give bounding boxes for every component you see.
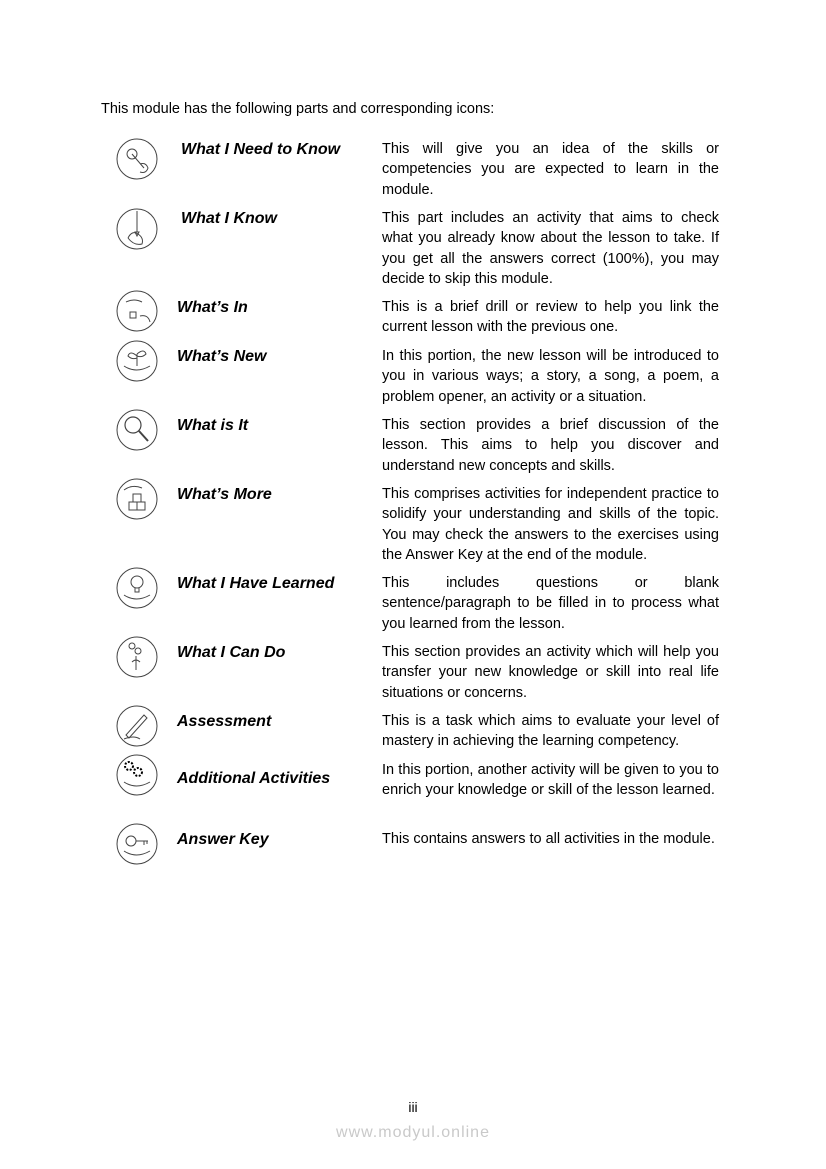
part-title: Additional Activities (177, 770, 331, 787)
part-title: What’s New (177, 348, 267, 365)
part-title: What’s In (177, 299, 248, 316)
part-description: In this portion, another activity will be given to you to enrich your knowledge or skill of the lesson learned. (382, 762, 719, 799)
part-title: What I Know (181, 210, 277, 227)
page-number: iii (408, 1099, 418, 1115)
hand-sprout-icon (116, 340, 158, 382)
hand-blocks-icon (116, 478, 158, 520)
part-title: What I Need to Know (181, 141, 341, 158)
part-title: Answer Key (177, 831, 269, 848)
part-description: This section provides a brief discussion of the lesson. This aims to help you discover and understand new concepts and skills. (382, 417, 719, 474)
pointing-hand-icon (116, 138, 158, 180)
gears-hand-icon (116, 754, 158, 796)
part-title: What I Have Learned (177, 575, 335, 592)
hand-pencil-icon (116, 208, 158, 250)
hand-lightbulb-icon (116, 567, 158, 609)
part-description: This part includes an activity that aims to check what you already know about the lesson to take. If you get all the answers correct (100%), you may decide to skip this module. (382, 210, 719, 287)
part-title: What is It (177, 417, 249, 434)
part-description: In this portion, the new lesson will be introduced to you in various ways; a story, a song, a poem, a problem opener, an activity or a situation. (382, 348, 719, 405)
intro-text: This module has the following parts and corresponding icons: (101, 101, 495, 117)
magnifier-icon (116, 409, 158, 451)
hand-key-icon (116, 823, 158, 865)
part-description: This section provides an activity which will help you transfer your new knowledge or skill into real life situations or concerns. (382, 644, 719, 701)
part-title: What I Can Do (177, 644, 286, 661)
part-description: This will give you an idea of the skills or competencies you are expected to learn in the module. (382, 141, 719, 198)
watermark: www.modyul.online (336, 1124, 490, 1141)
part-description: This comprises activities for independent practice to solidify your understanding and skills of the topic. You may check the answers to the exercises using the Answer Key at the end of the module. (382, 486, 719, 563)
part-description: This is a brief drill or review to help you link the current lesson with the previous one. (382, 299, 719, 336)
hand-writing-icon (116, 705, 158, 747)
part-description: This contains answers to all activities in the module. (382, 831, 715, 847)
hand-gears-icon (116, 636, 158, 678)
hands-puzzle-icon (116, 290, 158, 332)
part-description: This is a task which aims to evaluate your level of mastery in achieving the learning competency. (382, 713, 719, 750)
part-description: This includes questions or blank sentence/paragraph to be filled in to process what you learned from the lesson. (382, 575, 719, 632)
part-title: Assessment (177, 713, 272, 730)
part-title: What’s More (177, 486, 272, 503)
